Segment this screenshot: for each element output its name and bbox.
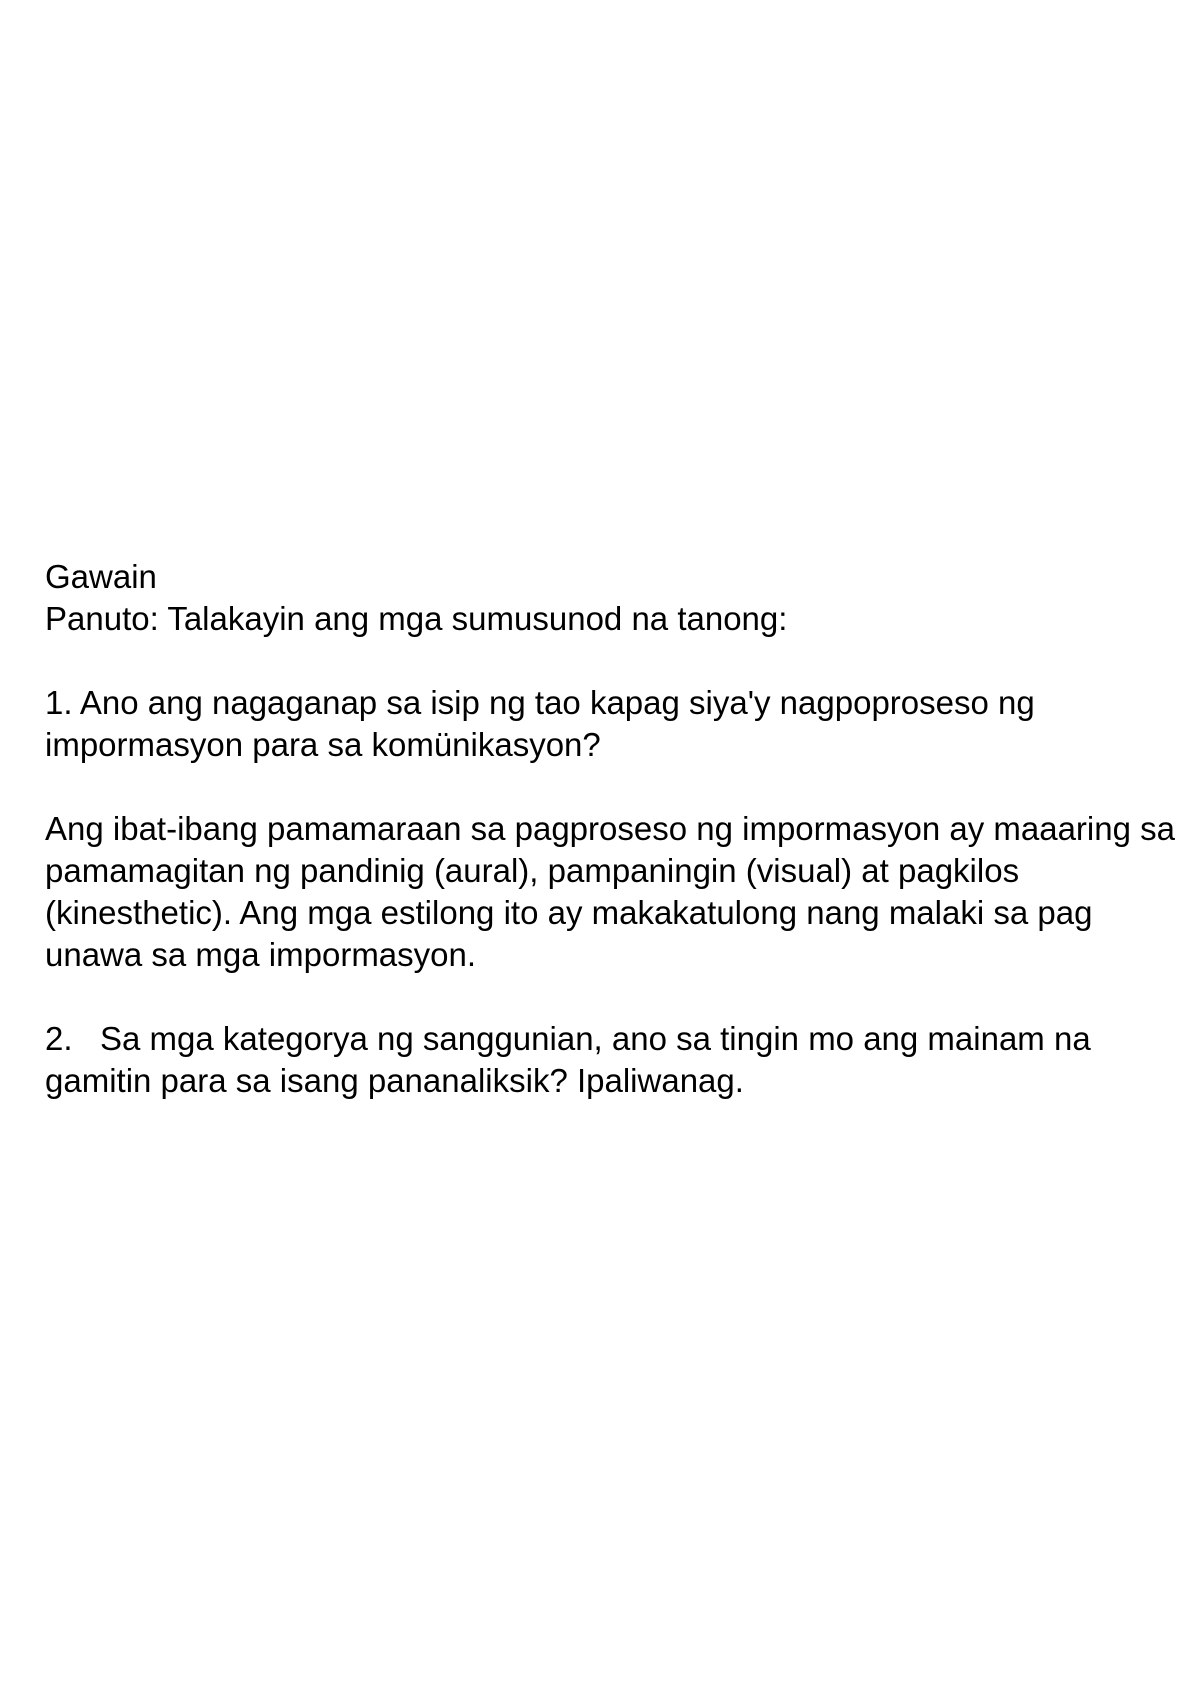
question-2: 2. Sa mga kategorya ng sanggunian, ano sa tingin mo ang mainam na gamitin para sa isang pananaliksik? Ipaliwanag.: [45, 1020, 1100, 1099]
spacer: [45, 976, 1175, 1018]
document-title: Gawain: [45, 558, 157, 595]
instruction-text: Panuto: Talakayin ang mga sumusunod na tanong:: [45, 600, 788, 637]
answer-1: Ang ibat-ibang pamamaraan sa pagproseso ng impormasyon ay maaaring sa pamamagitan ng pandinig (aural), pampaningin (visual) at pagkilos (kinesthetic). Ang mga estilong ito ay makakatulong nang malaki sa pag unawa sa mga impormasyon.: [45, 810, 1185, 973]
question-1: 1. Ano ang nagaganap sa isip ng tao kapag siya'y nagpoproseso ng impormasyon para sa komünikasyon?: [45, 684, 1044, 763]
spacer: [45, 640, 1175, 682]
spacer: [45, 766, 1175, 808]
document-body: [45, 556, 1185, 1102]
